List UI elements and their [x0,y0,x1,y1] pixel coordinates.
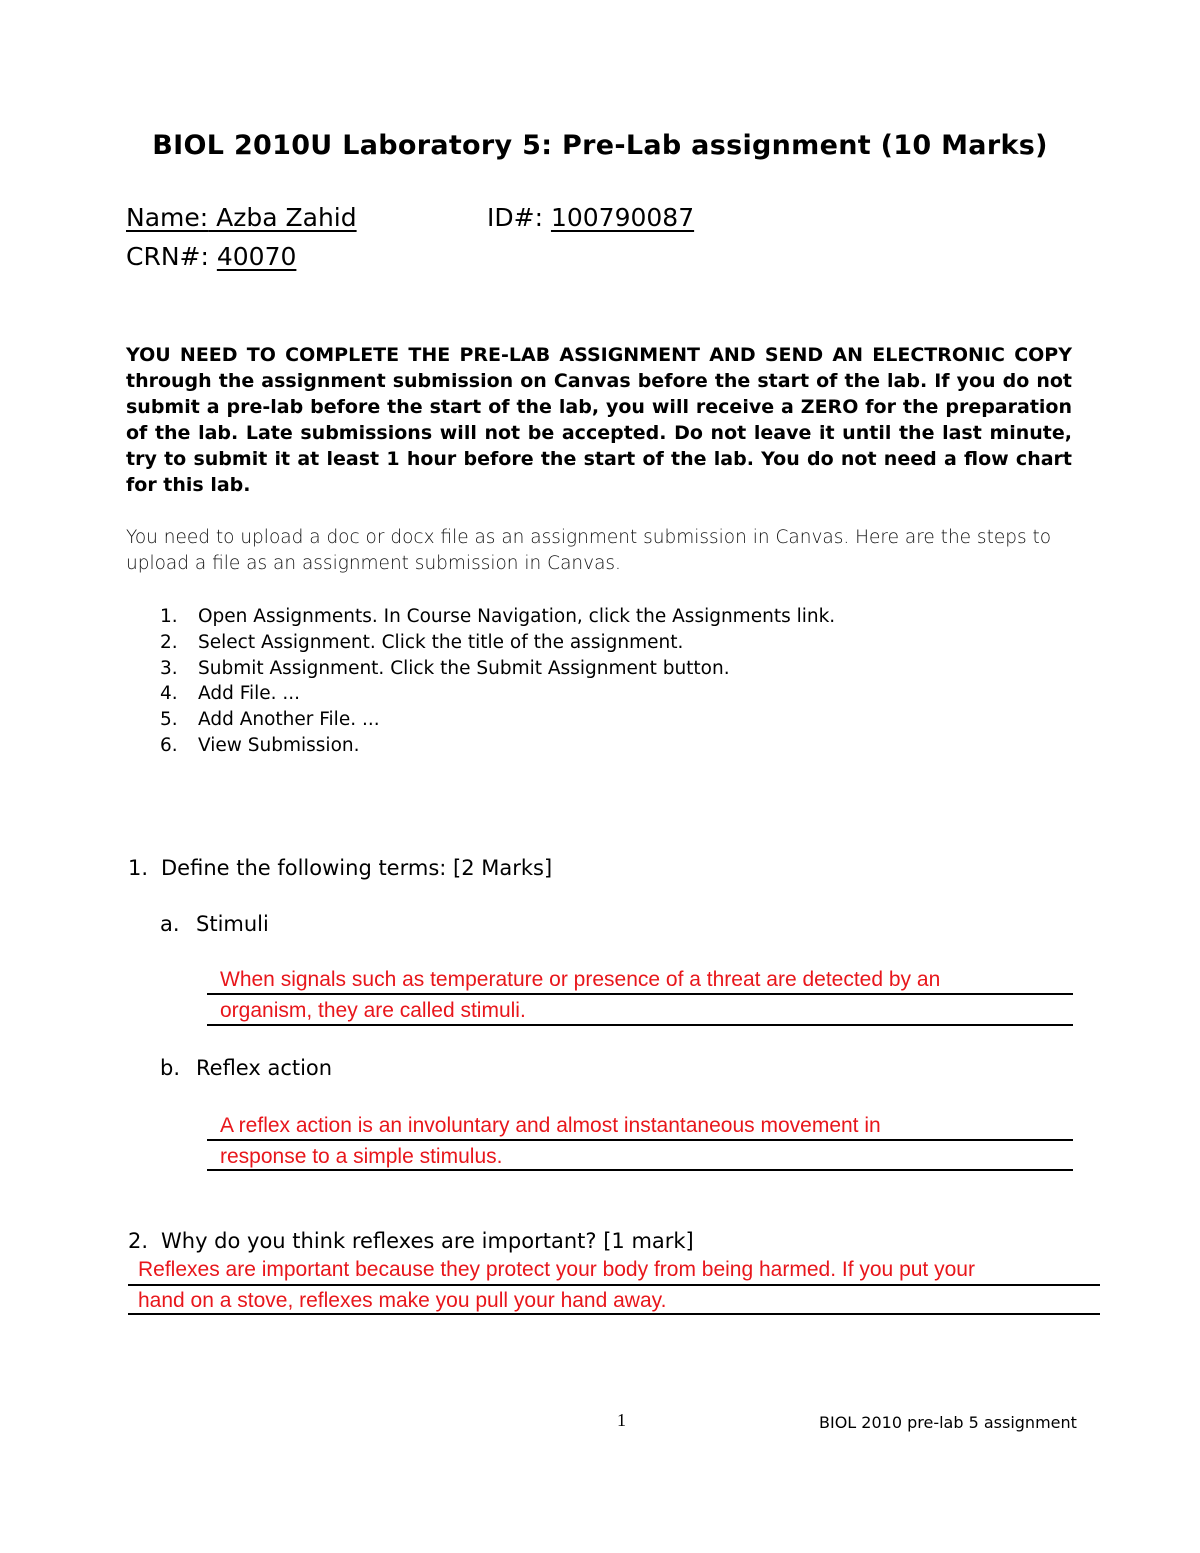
answer-line [207,1024,1073,1026]
question-1-number: 1. [128,856,149,880]
id-value: 100790087 [550,203,695,232]
list-item: 2. Select Assignment. Click the title of the assignment. [160,631,684,653]
upload-steps-list [160,604,835,759]
footer-doc-label: BIOL 2010 pre-lab 5 assignment [819,1413,1077,1432]
answer-line [207,1139,1073,1141]
question-1b-term: Reflex action [196,1056,333,1080]
list-item: 6. View Submission. [160,734,360,756]
question-1b-label: b. [160,1056,181,1080]
answer-line [128,1313,1100,1315]
upload-intro: You need to upload a doc or docx file as an assignment submission in Canvas. Here are the steps to upload a file as an assignment submission in Canvas. [126,527,1052,574]
list-item: 5. Add Another File. ... [160,709,380,731]
question-2-number: 2. [128,1229,149,1253]
answer-line [207,1169,1073,1171]
question-1-text: Define the following terms: [2 Marks] [161,856,553,880]
answer-1b-line2: response to a simple stimulus. [220,1145,503,1168]
name-value: Azba Zahid [208,203,357,232]
crn-label: CRN#: [126,242,209,271]
id-label: ID#: [487,203,543,232]
answer-1a-line2: organism, they are called stimuli. [220,999,526,1022]
answer-1b-line1: A reflex action is an involuntary and almost instantaneous movement in [220,1114,881,1137]
answer-2-line1: Reflexes are important because they protect your body from being harmed. If you put your [138,1258,975,1281]
crn-field [126,242,296,271]
question-1a-term: Stimuli [196,912,269,936]
crn-value: 40070 [216,242,297,271]
answer-1a-line1: When signals such as temperature or presence of a threat are detected by an [220,968,941,991]
question-2-text: Why do you think reflexes are important? [1 mark] [161,1229,694,1253]
list-item: 4. Add File. ... [160,683,301,705]
name-field [126,203,357,232]
answer-2-line2: hand on a stove, reflexes make you pull your hand away. [138,1289,667,1312]
submission-notice: YOU NEED TO COMPLETE THE PRE-LAB ASSIGNMENT AND SEND AN ELECTRONIC COPY through the assignment submission on Canvas before the start of the lab. If you do not submit a pre-lab before the start of the lab, you will receive a ZERO for the preparation of the lab. Late submissions will not be accepted. Do not leave it until the last minute, try to submit it at least 1 hour before the start of the lab. You do not need a flow chart for this lab. [126,344,1072,496]
page-title: BIOL 2010U Laboratory 5: Pre-Lab assignment (10 Marks) [152,130,1048,161]
page-number: 1 [617,1410,626,1430]
list-item: 3. Submit Assignment. Click the Submit Assignment button. [160,657,730,679]
answer-line [128,1284,1100,1286]
answer-line [207,993,1073,995]
name-label: Name: [126,203,209,232]
list-item: 1. Open Assignments. In Course Navigation, click the Assignments link. [160,606,836,627]
question-1a-label: a. [160,912,180,936]
id-field [487,203,694,232]
